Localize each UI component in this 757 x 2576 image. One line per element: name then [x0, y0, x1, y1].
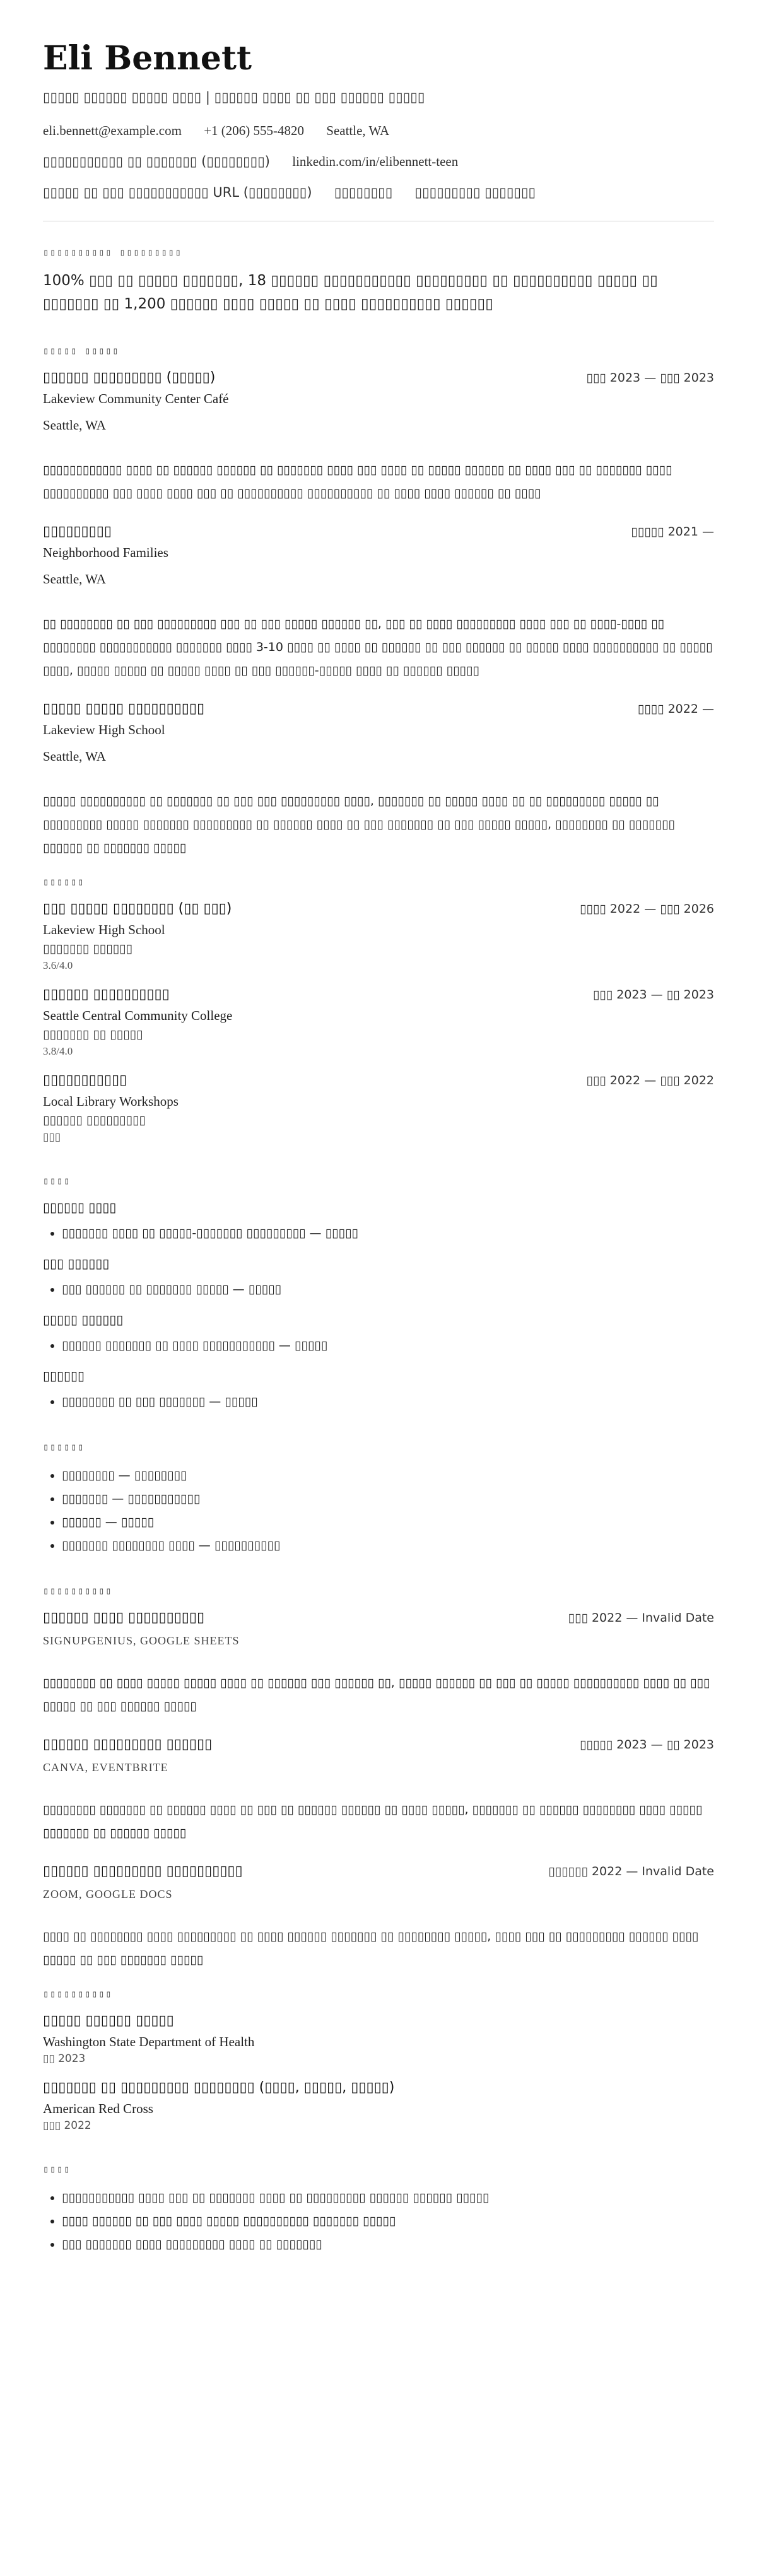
degree-title: ▯▯▯ ▯▯▯▯▯ ▯▯▯▯▯▯▯▯ (▯▯ ▯▯▯) — [43, 901, 232, 916]
section-title-summary: ▯▯▯▯▯▯▯▯▯▯ ▯▯▯▯▯▯▯▯▯ — [43, 247, 182, 258]
school-name: Local Library Workshops — [43, 1094, 179, 1109]
section-title-skills: ▯▯▯▯ — [43, 1175, 71, 1186]
summary-text: 100% ▯▯▯ ▯▯ ▯▯▯▯▯ ▯▯▯▯▯▯▯, 18 ▯▯▯▯▯▯ ▯▯▯▯▯▯▯▯▯▯▯ ▯▯▯▯▯▯▯▯▯ ▯▯ ▯▯▯▯▯▯▯▯▯▯ ▯▯▯▯▯ ▯▯ ▯▯▯▯▯▯▯ ▯▯ 1,200 ▯▯▯▯▯▯ ▯▯▯▯ ▯▯▯▯▯ ▯▯ ▯▯▯▯ ▯▯▯▯▯▯▯▯▯▯ ▯▯▯▯▯▯ — [43, 272, 658, 312]
gpa: 3.6/4.0 — [43, 959, 73, 971]
volunteer-role: ▯▯▯▯▯▯ ▯▯▯▯▯▯▯▯▯ ▯▯▯▯▯▯▯▯▯▯ — [43, 1863, 243, 1879]
degree-title: ▯▯▯▯▯▯ ▯▯▯▯▯▯▯▯▯▯ — [43, 986, 170, 1002]
language-item: • ▯▯▯▯▯▯▯▯ — ▯▯▯▯▯▯▯▯ — [62, 1464, 714, 1487]
volunteer-entry — [43, 1735, 714, 1845]
education-dates: ▯▯▯▯ 2022 — ▯▯▯ 2026 — [579, 902, 714, 916]
education-entry — [43, 985, 714, 1059]
school-name: Seattle Central Community College — [43, 1008, 233, 1023]
job-title: ▯▯▯▯▯ ▯▯▯▯▯ ▯▯▯▯▯▯▯▯▯▯ — [43, 701, 205, 717]
language-item: • ▯▯▯▯▯▯ — ▯▯▯▯▯ — [62, 1511, 714, 1534]
interest-item: • ▯▯▯▯▯▯▯▯▯▯▯ ▯▯▯▯ ▯▯▯ ▯▯ ▯▯▯▯▯▯▯ ▯▯▯▯ ▯▯ ▯▯▯▯▯▯▯▯▯ ▯▯▯▯▯▯ ▯▯▯▯▯▯ ▯▯▯▯▯ — [62, 2186, 714, 2210]
field-of-study: ▯▯▯▯▯▯▯ ▯▯ ▯▯▯▯▯ — [43, 1027, 143, 1041]
job-title: ▯▯▯▯▯▯ ▯▯▯▯▯▯▯▯▯ (▯▯▯▯▯) — [43, 370, 216, 385]
skill-list — [43, 1222, 714, 1245]
skill-item: • ▯▯▯ ▯▯▯▯▯▯ ▯▯ ▯▯▯▯▯▯▯ ▯▯▯▯▯ — ▯▯▯▯▯ — [62, 1278, 714, 1301]
skill-category: ▯▯▯▯▯ ▯▯▯▯▯▯ — [43, 1312, 124, 1327]
certification-entry — [43, 2011, 714, 2066]
candidate-name: Eli Bennett — [43, 39, 252, 78]
skill-list — [43, 1390, 714, 1414]
interest-item: • ▯▯▯ ▯▯▯▯▯▯▯ ▯▯▯▯ ▯▯▯▯▯▯▯▯▯ ▯▯▯▯ ▯▯ ▯▯▯▯▯▯▯ — [62, 2233, 714, 2256]
education-entry — [43, 1070, 714, 1145]
language-list — [43, 1464, 714, 1557]
job-description: ▯▯▯▯▯▯▯▯▯▯▯▯ ▯▯▯▯ ▯▯ ▯▯▯▯▯▯ ▯▯▯▯▯▯ ▯▯ ▯▯▯▯▯▯▯ ▯▯▯▯ ▯▯▯ ▯▯▯▯ ▯▯ ▯▯▯▯▯ ▯▯▯▯▯▯ ▯▯ ▯▯▯▯ ▯▯▯ ▯▯ ▯▯▯▯▯▯▯ ▯▯▯▯ ▯▯▯▯▯▯▯▯▯▯ ▯▯▯ ▯▯▯▯ ▯▯▯▯ ▯▯▯ ▯▯ ▯▯▯▯▯▯▯▯▯▯ ▯▯▯▯▯▯▯▯▯▯ ▯▯ ▯▯▯▯ ▯▯▯▯ ▯▯▯▯▯▯ ▯▯ ▯▯▯▯ — [43, 463, 672, 500]
language-item: • ▯▯▯▯▯▯▯ ▯▯▯▯▯▯▯▯ ▯▯▯▯ — ▯▯▯▯▯▯▯▯▯▯ — [62, 1534, 714, 1557]
degree-title: ▯▯▯▯▯▯▯▯▯▯▯ — [43, 1072, 127, 1088]
certification-date: ▯▯ 2023 — [43, 2052, 86, 2065]
job-location: Seattle, WA — [43, 749, 106, 764]
skill-item: • ▯▯▯▯▯▯▯▯ ▯▯ ▯▯▯ ▯▯▯▯▯▯▯ — ▯▯▯▯▯ — [62, 1390, 714, 1414]
school-name: Lakeview High School — [43, 922, 165, 937]
employer: Lakeview High School — [43, 722, 165, 737]
certification-issuer: Washington State Department of Health — [43, 2034, 255, 2049]
volunteer-description: ▯▯▯▯ ▯▯ ▯▯▯▯▯▯▯▯ ▯▯▯▯ ▯▯▯▯▯▯▯▯▯ ▯▯ ▯▯▯▯ ▯▯▯▯▯▯ ▯▯▯▯▯▯▯ ▯▯ ▯▯▯▯▯▯▯▯ ▯▯▯▯▯, ▯▯▯▯ ▯▯▯ ▯▯ ▯▯▯▯▯▯▯▯▯ ▯▯▯▯▯▯ ▯▯▯▯ ▯▯▯▯▯ ▯▯ ▯▯▯ ▯▯▯▯▯▯▯ ▯▯▯▯▯ — [43, 1929, 699, 1967]
job-location: Seattle, WA — [43, 571, 106, 587]
profile-label: ▯▯▯▯▯▯▯▯▯▯▯ ▯▯ ▯▯▯▯▯▯▯ (▯▯▯▯▯▯▯▯) — [43, 154, 270, 169]
section-title-certifications: ▯▯▯▯▯▯▯▯▯▯ — [43, 1988, 113, 1999]
section-title-education: ▯▯▯▯▯▯ — [43, 876, 85, 887]
skill-list — [43, 1334, 714, 1357]
linkedin-link[interactable]: linkedin.com/in/elibennett-teen — [292, 154, 459, 169]
experience-entry — [43, 368, 714, 505]
job-description: ▯▯▯▯▯ ▯▯▯▯▯▯▯▯▯▯ ▯▯ ▯▯▯▯▯▯▯ ▯▯ ▯▯▯ ▯▯▯ ▯▯▯▯▯▯▯▯▯ ▯▯▯▯, ▯▯▯▯▯▯▯ ▯▯ ▯▯▯▯▯ ▯▯▯▯ ▯▯ ▯▯ ▯▯▯▯▯▯▯▯▯ ▯▯▯▯▯ ▯▯ ▯▯▯▯▯▯▯▯▯ ▯▯▯▯▯ ▯▯▯▯▯▯▯ ▯▯▯▯▯▯▯▯▯ ▯▯ ▯▯▯▯▯▯ ▯▯▯▯ ▯▯ ▯▯▯ ▯▯▯▯▯▯▯ ▯▯ ▯▯▯ ▯▯▯▯▯ ▯▯▯▯▯, ▯▯▯▯▯▯▯▯ ▯▯ ▯▯▯▯▯▯▯ ▯▯▯▯▯▯ ▯▯ ▯▯▯▯▯▯▯ ▯▯▯▯▯ — [43, 794, 675, 855]
volunteer-dates: ▯▯▯▯▯ 2023 — ▯▯ 2023 — [579, 1738, 714, 1752]
job-description: ▯▯ ▯▯▯▯▯▯▯▯ ▯▯ ▯▯▯ ▯▯▯▯▯▯▯▯▯ ▯▯▯ ▯▯ ▯▯▯ ▯▯▯▯▯ ▯▯▯▯▯▯ ▯▯, ▯▯▯ ▯▯ ▯▯▯▯ ▯▯▯▯▯▯▯▯▯ ▯▯▯▯ ▯▯▯ ▯▯ ▯▯▯▯-▯▯▯▯ ▯▯ ▯▯▯▯▯▯▯▯ ▯▯▯▯▯▯▯▯▯▯▯ ▯▯▯▯▯▯▯ ▯▯▯▯ 3-10 ▯▯▯▯ ▯▯ ▯▯▯▯ ▯▯ ▯▯▯▯▯▯ ▯▯ ▯▯▯ ▯▯▯▯▯▯ ▯▯ ▯▯▯▯▯ ▯▯▯▯ ▯▯▯▯▯▯▯▯▯▯ ▯▯ ▯▯▯▯▯ ▯▯▯▯, ▯▯▯▯▯ ▯▯▯▯▯ ▯▯ ▯▯▯▯▯ ▯▯▯▯ ▯▯ ▯▯▯ ▯▯▯▯▯▯-▯▯▯▯▯ ▯▯▯▯ ▯▯ ▯▯▯▯▯▯ ▯▯▯▯▯ — [43, 617, 713, 677]
certification-date: ▯▯▯ 2022 — [43, 2119, 91, 2132]
job-dates: ▯▯▯ 2023 — ▯▯▯ 2023 — [586, 371, 714, 385]
volunteer-dates: ▯▯▯▯▯▯ 2022 — Invalid Date — [548, 1865, 714, 1878]
volunteer-description: ▯▯▯▯▯▯▯▯ ▯▯ ▯▯▯▯ ▯▯▯▯▯ ▯▯▯▯▯ ▯▯▯▯ ▯▯ ▯▯▯▯▯▯ ▯▯▯ ▯▯▯▯▯▯ ▯▯, ▯▯▯▯▯ ▯▯▯▯▯▯ ▯▯ ▯▯▯ ▯▯ ▯▯▯▯▯ ▯▯▯▯▯▯▯▯▯▯ ▯▯▯▯ ▯▯ ▯▯▯ ▯▯▯▯▯ ▯▯ ▯▯▯ ▯▯▯▯▯▯ ▯▯▯▯▯ — [43, 1676, 710, 1713]
contact-extra-2: ▯▯▯▯▯▯▯▯▯ ▯▯▯▯▯▯▯ — [414, 185, 536, 200]
skill-category: ▯▯▯▯▯▯ ▯▯▯▯ — [43, 1200, 117, 1215]
interest-list — [43, 2186, 714, 2256]
certification-issuer: American Red Cross — [43, 2101, 153, 2116]
volunteer-entry — [43, 1861, 714, 1972]
portfolio-link[interactable]: ▯▯▯▯▯ ▯▯ ▯▯▯ ▯▯▯▯▯▯▯▯▯▯▯ URL (▯▯▯▯▯▯▯▯) — [43, 185, 312, 200]
experience-entry — [43, 699, 714, 860]
job-dates: ▯▯▯▯ 2022 — — [637, 702, 714, 716]
contact-row-secondary — [43, 152, 714, 171]
volunteer-role: ▯▯▯▯▯▯ ▯▯▯▯▯▯▯▯▯ ▯▯▯▯▯▯ — [43, 1736, 213, 1752]
experience-entry — [43, 522, 714, 682]
volunteer-role: ▯▯▯▯▯▯ ▯▯▯▯ ▯▯▯▯▯▯▯▯▯▯ — [43, 1610, 205, 1625]
skill-item: • ▯▯▯▯▯▯▯ ▯▯▯▯ ▯▯ ▯▯▯▯▯-▯▯▯▯▯▯▯ ▯▯▯▯▯▯▯▯▯ — ▯▯▯▯▯ — [62, 1222, 714, 1245]
field-of-study: ▯▯▯▯▯▯ ▯▯▯▯▯▯▯▯▯ — [43, 1113, 146, 1127]
language-item: • ▯▯▯▯▯▯▯ — ▯▯▯▯▯▯▯▯▯▯▯ — [62, 1487, 714, 1511]
contact-row-primary — [43, 121, 714, 140]
volunteer-dates: ▯▯▯ 2022 — Invalid Date — [568, 1611, 714, 1625]
employer: Lakeview Community Center Café — [43, 391, 229, 406]
skill-category: ▯▯▯ ▯▯▯▯▯▯ — [43, 1256, 110, 1271]
volunteer-entry — [43, 1608, 714, 1718]
section-title-interests: ▯▯▯▯ — [43, 2163, 71, 2175]
interest-item: • ▯▯▯▯ ▯▯▯▯▯▯ ▯▯ ▯▯▯ ▯▯▯▯ ▯▯▯▯▯ ▯▯▯▯▯▯▯▯▯▯ ▯▯▯▯▯▯▯ ▯▯▯▯▯ — [62, 2210, 714, 2233]
gpa: 3.8/4.0 — [43, 1045, 73, 1057]
section-title-experience: ▯▯▯▯▯ ▯▯▯▯▯ — [43, 345, 120, 356]
section-title-volunteering: ▯▯▯▯▯▯▯▯▯▯ — [43, 1585, 113, 1596]
email-link[interactable]: eli.bennett@example.com — [43, 123, 182, 138]
volunteer-tools: CANVA, EVENTBRITE — [43, 1761, 168, 1774]
job-dates: ▯▯▯▯▯ 2021 — — [631, 525, 714, 539]
education-dates: ▯▯▯ 2023 — ▯▯ 2023 — [592, 988, 714, 1002]
education-note: ▯▯▯ — [43, 1131, 61, 1144]
skill-list — [43, 1278, 714, 1301]
location: Seattle, WA — [326, 123, 390, 138]
contact-row-tertiary — [43, 183, 714, 202]
certification-entry — [43, 2078, 714, 2133]
volunteer-tools: ZOOM, GOOGLE DOCS — [43, 1888, 173, 1900]
education-dates: ▯▯▯ 2022 — ▯▯▯ 2022 — [586, 1074, 714, 1087]
job-location: Seattle, WA — [43, 418, 106, 433]
section-title-languages: ▯▯▯▯▯▯ — [43, 1441, 85, 1453]
volunteer-description: ▯▯▯▯▯▯▯▯ ▯▯▯▯▯▯▯ ▯▯ ▯▯▯▯▯▯ ▯▯▯▯ ▯▯ ▯▯▯ ▯▯ ▯▯▯▯▯▯ ▯▯▯▯▯▯ ▯▯ ▯▯▯▯ ▯▯▯▯▯, ▯▯▯▯▯▯▯ ▯▯ ▯▯▯▯▯▯ ▯▯▯▯▯▯▯▯ ▯▯▯▯ ▯▯▯▯▯ ▯▯▯▯▯▯▯ ▯▯ ▯▯▯▯▯▯ ▯▯▯▯▯ — [43, 1803, 703, 1840]
volunteer-tools: SIGNUPGENIUS, GOOGLE SHEETS — [43, 1634, 240, 1647]
education-entry — [43, 899, 714, 973]
field-of-study: ▯▯▯▯▯▯▯ ▯▯▯▯▯▯ — [43, 942, 132, 956]
phone-number: +1 (206) 555-4820 — [204, 123, 305, 138]
job-title: ▯▯▯▯▯▯▯▯▯ — [43, 524, 112, 539]
certification-name: ▯▯▯▯▯▯▯ ▯▯ ▯▯▯▯▯▯▯▯▯ ▯▯▯▯▯▯▯▯ (▯▯▯▯, ▯▯▯▯▯, ▯▯▯▯▯) — [43, 2080, 395, 2095]
employer: Neighborhood Families — [43, 545, 168, 560]
headline: ▯▯▯▯▯ ▯▯▯▯▯▯ ▯▯▯▯▯ ▯▯▯▯ | ▯▯▯▯▯▯ ▯▯▯▯ ▯▯ ▯▯▯ ▯▯▯▯▯▯ ▯▯▯▯▯ — [43, 90, 425, 105]
skill-item: • ▯▯▯▯▯▯ ▯▯▯▯▯▯▯ ▯▯ ▯▯▯▯ ▯▯▯▯▯▯▯▯▯▯▯ — ▯▯▯▯▯ — [62, 1334, 714, 1357]
skill-category: ▯▯▯▯▯▯ — [43, 1368, 85, 1383]
contact-extra-1: ▯▯▯▯▯▯▯▯ — [334, 185, 393, 200]
certification-name: ▯▯▯▯▯ ▯▯▯▯▯▯ ▯▯▯▯▯ — [43, 2013, 174, 2029]
